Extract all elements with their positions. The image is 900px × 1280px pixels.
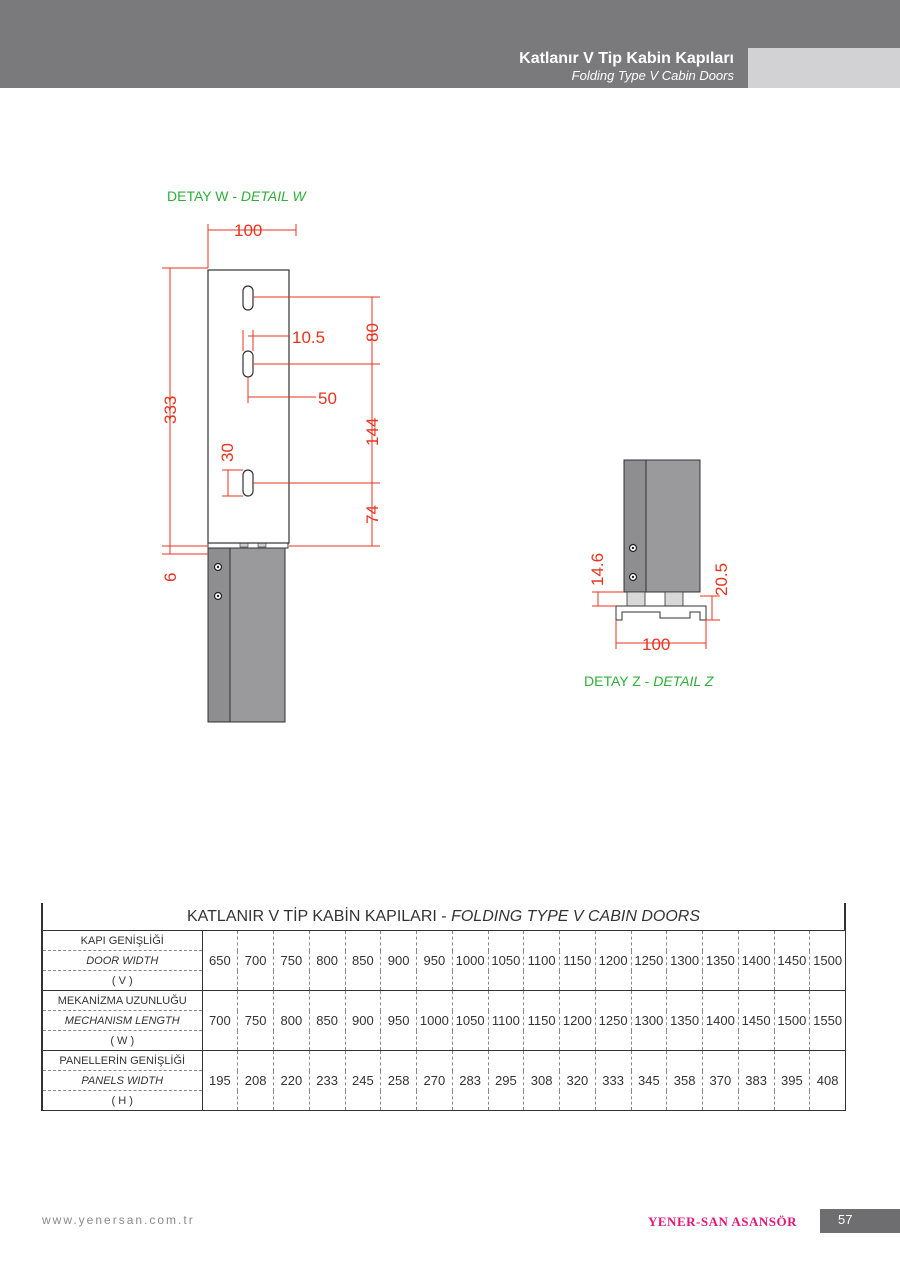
row-label: DOOR WIDTH xyxy=(42,951,202,971)
table-cell: 1200 xyxy=(595,931,631,991)
table-cell: 1000 xyxy=(452,931,488,991)
page-number: 57 xyxy=(838,1212,853,1227)
footer-tab xyxy=(820,1209,900,1233)
slot-top xyxy=(243,286,253,310)
table-cell: 700 xyxy=(238,931,274,991)
dim-depth-50: 50 xyxy=(318,389,337,408)
detail-w-caption: DETAY W - DETAIL W xyxy=(167,188,306,204)
table-cell: 1200 xyxy=(560,991,596,1051)
page-title: Katlanır V Tip Kabin Kapıları xyxy=(519,50,734,67)
slot-middle xyxy=(243,351,253,377)
table-row xyxy=(42,991,846,1011)
table-cell: 1400 xyxy=(738,931,774,991)
table-cell: 233 xyxy=(309,1051,345,1111)
table-cell: 1550 xyxy=(810,991,846,1051)
table-cell: 370 xyxy=(703,1051,739,1111)
dim-z-20-5: 20.5 xyxy=(712,562,731,596)
z-panel-right xyxy=(646,460,700,592)
row-label: ( V ) xyxy=(42,971,202,991)
door-panel-left xyxy=(208,547,230,722)
slot-bottom xyxy=(243,470,253,496)
table-cell: 1500 xyxy=(774,991,810,1051)
table-cell: 1050 xyxy=(488,931,524,991)
dim-slot-30: 30 xyxy=(218,443,237,462)
table-cell: 408 xyxy=(810,1051,846,1111)
row-label: KAPI GENİŞLİĞİ xyxy=(42,931,202,951)
table-cell: 650 xyxy=(202,931,238,991)
dim-slot-offset: 10.5 xyxy=(292,328,326,347)
table-cell: 1500 xyxy=(810,931,846,991)
table-cell: 1150 xyxy=(560,931,596,991)
table-cell: 950 xyxy=(417,931,453,991)
table-cell: 1400 xyxy=(703,991,739,1051)
table-cell: 900 xyxy=(345,991,381,1051)
z-rail-profile xyxy=(616,606,706,620)
table-title: KATLANIR V TİP KABİN KAPILARI - FOLDING TYPE V CABIN DOORS xyxy=(41,903,846,931)
dim-z-14-6: 14.6 xyxy=(588,552,607,586)
table-cell: 270 xyxy=(417,1051,453,1111)
table-cell: 1450 xyxy=(774,931,810,991)
row-label: MECHANISM LENGTH xyxy=(42,1011,202,1031)
dim-pitch-144: 144 xyxy=(363,417,382,446)
table-cell: 220 xyxy=(274,1051,310,1111)
dim-z-100: 100 xyxy=(642,635,671,654)
table-cell: 345 xyxy=(631,1051,667,1111)
footer-url: www.yenersan.com.tr xyxy=(42,1213,195,1227)
table-cell: 395 xyxy=(774,1051,810,1111)
table-cell: 383 xyxy=(738,1051,774,1111)
table-cell: 1100 xyxy=(488,991,524,1051)
table-cell: 320 xyxy=(560,1051,596,1111)
bolt-icon xyxy=(632,547,634,549)
row-label: PANELS WIDTH xyxy=(42,1071,202,1091)
table-cell: 950 xyxy=(381,991,417,1051)
dim-pitch-80: 80 xyxy=(363,323,382,342)
z-panel-left xyxy=(624,460,646,592)
table-cell: 1250 xyxy=(631,931,667,991)
table-cell: 358 xyxy=(667,1051,703,1111)
table-cell: 308 xyxy=(524,1051,560,1111)
mechanism-profile xyxy=(208,270,289,543)
page-subtitle: Folding Type V Cabin Doors xyxy=(571,68,734,83)
dim-bottom-74: 74 xyxy=(363,505,382,524)
table-cell: 700 xyxy=(202,991,238,1051)
detail-z-caption: DETAY Z - DETAIL Z xyxy=(584,673,714,689)
table-cell: 1350 xyxy=(703,931,739,991)
dim-gap-6: 6 xyxy=(161,572,180,582)
table-cell: 1300 xyxy=(631,991,667,1051)
table-cell: 800 xyxy=(309,931,345,991)
dim-height-333: 333 xyxy=(161,395,180,424)
table-cell: 850 xyxy=(345,931,381,991)
table-cell: 1100 xyxy=(524,931,560,991)
detail-z xyxy=(584,460,731,689)
table-row xyxy=(42,931,846,951)
table-cell: 1050 xyxy=(452,991,488,1051)
spec-table xyxy=(41,930,846,1111)
door-panel-right xyxy=(230,547,285,722)
table-cell: 750 xyxy=(274,931,310,991)
detail-w xyxy=(161,188,382,722)
bolt-icon xyxy=(217,566,219,568)
table-cell: 333 xyxy=(595,1051,631,1111)
bolt-icon xyxy=(632,576,634,578)
table-cell: 1350 xyxy=(667,991,703,1051)
table-cell: 258 xyxy=(381,1051,417,1111)
table-cell: 1300 xyxy=(667,931,703,991)
footer-brand: YENER-SAN ASANSÖR xyxy=(648,1214,797,1229)
bolt-icon xyxy=(217,595,219,597)
table-cell: 1450 xyxy=(738,991,774,1051)
table-cell: 1150 xyxy=(524,991,560,1051)
dim-width-100: 100 xyxy=(234,221,263,240)
row-label: MEKANİZMA UZUNLUĞU xyxy=(42,991,202,1011)
table-cell: 283 xyxy=(452,1051,488,1111)
table-cell: 1250 xyxy=(595,991,631,1051)
table-cell: 850 xyxy=(309,991,345,1051)
table-cell: 750 xyxy=(238,991,274,1051)
table-cell: 295 xyxy=(488,1051,524,1111)
table-cell: 195 xyxy=(202,1051,238,1111)
row-label: ( H ) xyxy=(42,1091,202,1111)
table-row xyxy=(42,1051,846,1071)
row-label: ( W ) xyxy=(42,1031,202,1051)
table-cell: 900 xyxy=(381,931,417,991)
table-cell: 245 xyxy=(345,1051,381,1111)
table-cell: 800 xyxy=(274,991,310,1051)
table-cell: 1000 xyxy=(417,991,453,1051)
table-cell: 208 xyxy=(238,1051,274,1111)
row-label: PANELLERİN GENİŞLİĞİ xyxy=(42,1051,202,1071)
